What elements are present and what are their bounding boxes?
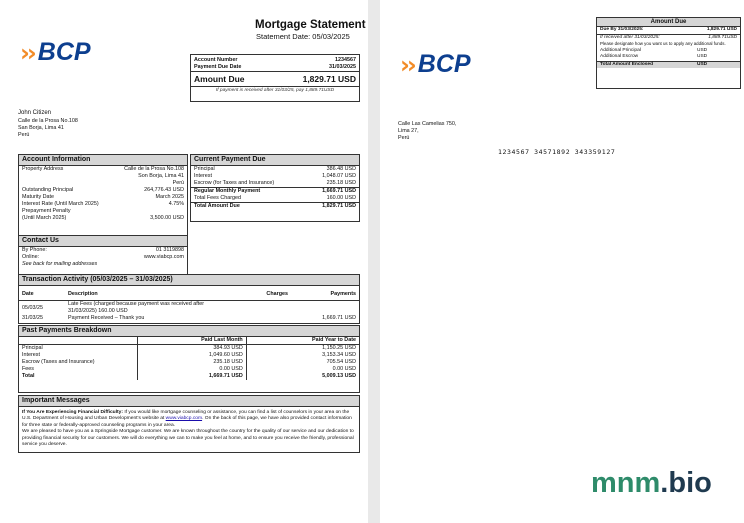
col-description: Description	[68, 290, 98, 297]
messages-link[interactable]: www.viabcp.com	[165, 416, 203, 422]
account-number-value: 1234567	[335, 57, 356, 63]
watermark-part2: .bio	[660, 467, 712, 499]
row-charges	[235, 301, 291, 316]
cp-principal-label: Principal	[194, 166, 215, 172]
row-month: 384.93 USD	[138, 345, 247, 353]
online-link[interactable]: www.viabcp.com	[143, 254, 184, 260]
online-label: Online:	[22, 254, 40, 260]
messages-lead: If You Are Experiencing Financial Difficulty:	[22, 410, 123, 415]
additional-escrow-label: Additional Escrow	[600, 54, 639, 59]
row-year: 3,153.34 USD	[246, 352, 359, 359]
messages-p1b: . On the back of this page, we have also provided contact information for three state or federally-approved counseling programs in your area.	[22, 416, 352, 428]
phone-value[interactable]: 01 3119898	[155, 247, 184, 253]
cp-interest-label: Interest	[194, 173, 212, 179]
account-information-section	[18, 154, 188, 236]
transaction-activity-section	[18, 274, 360, 324]
account-number-label: Account Number	[194, 57, 238, 63]
recipient-line1: Calle de la Prosa No.108	[18, 117, 78, 124]
remit-line1: Calle Las Camelias 750,	[398, 121, 457, 127]
statement-page-front	[0, 0, 368, 523]
row-label: Principal	[22, 345, 43, 351]
amount-due-coupon	[596, 17, 741, 89]
col-payments: Payments	[330, 290, 356, 297]
statement-title: Mortgage Statement	[255, 19, 366, 31]
past-payments-header: Past Payments Breakdown	[19, 326, 359, 337]
fees-charged-label: Total Fees Charged	[194, 195, 242, 201]
recipient-name: John Citizen	[18, 110, 52, 116]
messages-p2: We are pleased to have you as a Springside Mortgage customer. We are known throughout the country for the quality of our service and our dedication to providing financial security for our customers. We will do everything we can to make you feel at home, and to ensure you receive the friendly, professional service you deserve.	[22, 429, 354, 448]
prepayment-penalty-label: Prepayment Penalty	[22, 208, 71, 214]
remit-line3: Perú	[398, 135, 410, 141]
important-messages-section	[18, 395, 360, 453]
total-enclosed-currency: USD	[697, 61, 708, 67]
col-charges: Charges	[266, 290, 288, 297]
messages-body	[19, 407, 359, 448]
outstanding-principal-label: Outstanding Principal	[22, 187, 74, 193]
property-address-line1: Calle de la Prosa No.108	[124, 166, 184, 172]
col-date: Date	[22, 290, 34, 297]
additional-principal-currency: USD	[697, 47, 708, 53]
row-month: 1,049.60 USD	[138, 352, 247, 359]
additional-principal-label: Additional Principal	[600, 47, 641, 53]
payment-due-date-label: Payment Due Date	[194, 64, 242, 70]
mailing-note: See back for mailing addresses	[22, 261, 98, 267]
late-payment-note: If payment is received after 31/03/25, pay 1,889.71USD	[215, 88, 335, 93]
maturity-date-label: Maturity Date	[22, 194, 55, 200]
micr-line: 1234567 34571892 343359127	[498, 148, 616, 156]
remittance-address	[398, 121, 456, 142]
row-description: Payment Received – Thank you	[68, 315, 145, 321]
property-address-line3: Perú	[172, 180, 184, 186]
coupon-header: Amount Due	[597, 18, 740, 27]
prepayment-penalty-value: 3,500.00 USD	[150, 215, 184, 221]
row-label: Interest	[22, 352, 40, 358]
row-payments: 1,669.71 USD	[322, 315, 356, 321]
logo-text: BCP	[417, 50, 471, 78]
maturity-date-value: March 2025	[155, 194, 184, 200]
interest-rate-value: 4.75%	[168, 201, 184, 207]
logo-arrows-icon: ››	[400, 50, 414, 79]
row-label: Total	[22, 373, 35, 379]
contact-us-header: Contact Us	[19, 236, 187, 247]
amount-due-value: 1,829.71 USD	[302, 74, 356, 84]
phone-label: By Phone:	[22, 247, 47, 253]
table-row	[19, 315, 359, 322]
row-year: 5,009.13 USD	[246, 373, 359, 380]
table-row	[19, 359, 359, 366]
row-date: 05/03/25	[22, 304, 43, 311]
recipient-line2: San Borja, Lima 41	[18, 124, 64, 131]
col-paid-year: Paid Year to Date	[246, 337, 359, 345]
cp-escrow-value: 235.18 USD	[326, 180, 356, 186]
contact-us-section	[18, 235, 188, 275]
total-enclosed-label: Total Amount Enclosed	[600, 61, 654, 67]
payment-due-date-value: 31/03/2025	[329, 64, 356, 70]
statement-date: Statement Date: 05/03/2025	[256, 32, 350, 41]
cp-escrow-label: Escrow (for Taxes and Insurance)	[194, 180, 275, 186]
additional-escrow-currency: USD	[697, 54, 708, 59]
row-date: 31/03/25	[22, 315, 43, 321]
important-messages-header: Important Messages	[19, 396, 359, 407]
prepayment-penalty-period: (Until March 2025)	[22, 215, 67, 221]
row-month: 235.18 USD	[138, 359, 247, 366]
table-row	[19, 301, 359, 316]
cp-interest-value: 1,048.07 USD	[322, 173, 356, 179]
amount-due-label: Amount Due	[194, 74, 245, 84]
interest-rate-label: Interest Rate (Until March 2025)	[22, 201, 99, 207]
coupon-due-value: 1,829.71 USD	[706, 27, 737, 32]
fees-charged-value: 160.00 USD	[326, 195, 356, 201]
past-payments-section	[18, 325, 360, 393]
logo-text: BCP	[37, 38, 91, 66]
remittance-page	[380, 0, 744, 523]
logo-arrows-icon: ››	[20, 38, 34, 67]
coupon-late-value: 1,889.71USD	[708, 34, 737, 40]
row-month: 0.00 USD	[138, 366, 247, 373]
messages-p1a: If you would like mortgage counseling or assistance, you can find a list of counselors in your area on the U.S. Department of Housing and Urban Development's website at	[22, 410, 350, 422]
row-label: Fees	[22, 366, 34, 372]
regular-payment-label: Regular Monthly Payment	[194, 188, 261, 194]
property-address-label: Property Address	[22, 166, 64, 172]
table-row	[19, 352, 359, 359]
row-month: 1,669.71 USD	[138, 373, 247, 380]
bcp-logo-remittance	[400, 50, 471, 79]
total-due-value: 1,829.71 USD	[322, 203, 356, 209]
current-payment-header: Current Payment Due	[191, 155, 359, 166]
row-payments	[291, 301, 359, 316]
row-year: 1,150.25 USD	[246, 345, 359, 353]
row-label: Escrow (Taxes and Insurance)	[22, 359, 95, 365]
amount-due-box	[190, 54, 360, 102]
recipient-line3: Perú	[18, 131, 30, 138]
watermark-part1: mnm	[591, 467, 661, 499]
recipient-address	[18, 110, 78, 139]
account-information-header: Account Information	[19, 155, 187, 166]
table-row	[19, 373, 359, 380]
coupon-due-label: Due By 31/03/2025:	[600, 27, 644, 32]
row-year: 705.54 USD	[246, 359, 359, 366]
total-due-label: Total Amount Due	[194, 203, 240, 209]
cp-principal-value: 386.48 USD	[326, 166, 356, 172]
property-address-line2: Son Borja, Lima 41	[138, 173, 184, 179]
table-row	[19, 366, 359, 373]
coupon-instruction: Please designate how you want us to apply any additional funds.	[600, 41, 726, 46]
current-payment-section	[190, 154, 360, 222]
coupon-late-label: If received after 31/03/2025:	[600, 34, 660, 40]
remit-line2: Lima 27,	[398, 128, 419, 134]
row-year: 0.00 USD	[246, 366, 359, 373]
regular-payment-value: 1,669.71 USD	[322, 188, 356, 194]
col-paid-last-month: Paid Last Month	[138, 337, 247, 345]
bcp-logo	[20, 38, 91, 67]
transaction-activity-header: Transaction Activity (05/03/2025 – 31/03/2025)	[19, 275, 359, 286]
outstanding-principal-value: 264,776.43 USD	[144, 187, 184, 193]
table-row	[19, 345, 359, 353]
mnm-bio-watermark	[591, 467, 712, 500]
row-description: Late Fees (charged because payment was received after 31/03/2025) 160.00 USD	[68, 301, 205, 314]
row-charges	[235, 315, 291, 322]
